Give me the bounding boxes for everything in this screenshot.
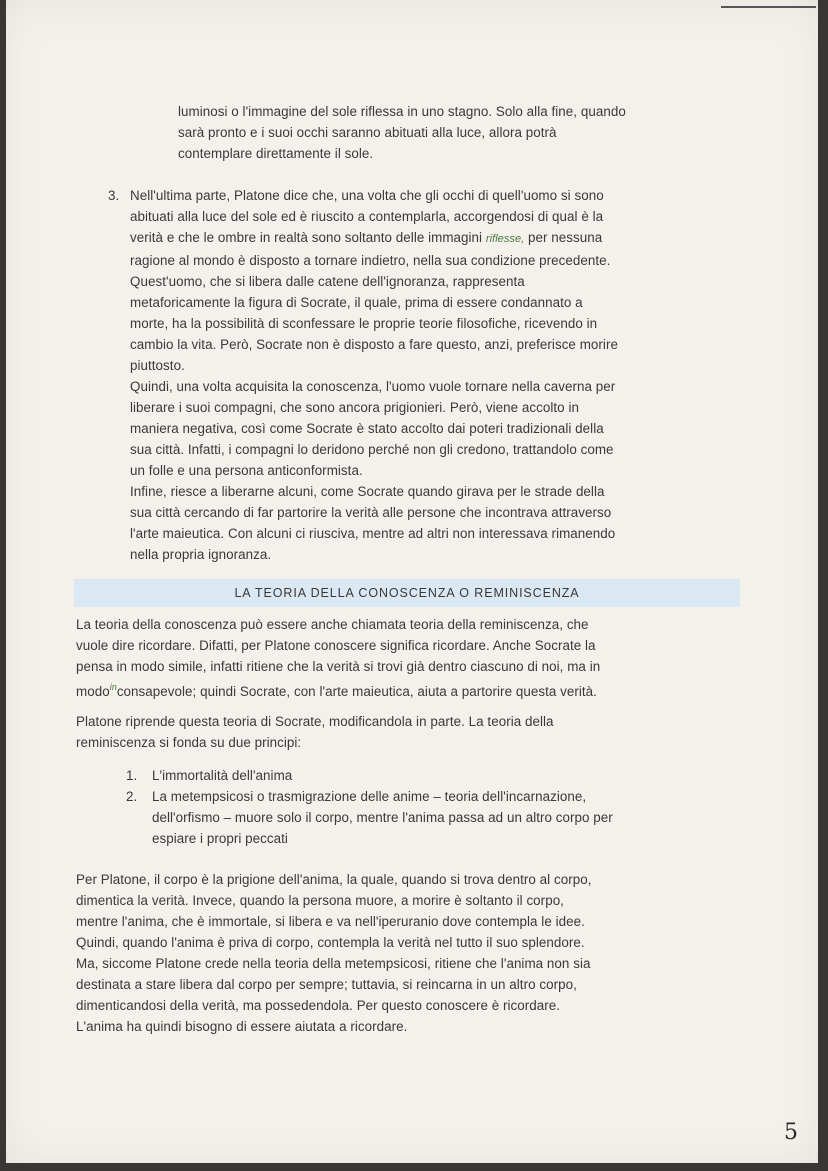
text-line: maniera negativa, così come Socrate è stato accolto dai poteri tradizionali della <box>130 421 604 436</box>
text-line: Quest'uomo, che si libera dalle catene dell'ignoranza, rappresenta <box>130 274 525 289</box>
text-line: reminiscenza si fonda su due principi: <box>76 735 302 750</box>
list-item <box>126 765 752 786</box>
text-line: un folle e una persona anticonformista. <box>130 463 363 478</box>
text-line: L'anima ha quindi bisogno di essere aiutata a ricordare. <box>76 1019 408 1034</box>
text-line: La teoria della conoscenza può essere anche chiamata teoria della reminiscenza, che <box>76 617 589 632</box>
handwritten-annotation: riflesse, <box>485 233 525 245</box>
text-line: L'immortalità dell'anima <box>152 768 293 783</box>
text-line-with-handwriting: verità e che le ombre in realtà sono soltanto delle immagini riflesse, per nessuna <box>130 230 603 245</box>
text-line: dimentica la verità. Invece, quando la persona muore, a morire è soltanto il corpo, <box>76 893 564 908</box>
text-line: morte, ha la possibilità di sconfessare le proprie teorie filosofiche, ricevendo in <box>130 316 598 331</box>
top-edge-line <box>721 6 816 8</box>
list-number: 3. <box>108 188 120 203</box>
section-paragraph-1 <box>76 614 756 702</box>
text-line: Per Platone, il corpo è la prigione dell'anima, la quale, quando si trova dentro al corpo, <box>76 872 592 887</box>
section-heading: LA TEORIA DELLA CONOSCENZA O REMINISCENZA <box>74 579 740 607</box>
page-number: 5 <box>784 1120 798 1145</box>
handwritten-annotation: in <box>109 682 117 692</box>
document-page <box>6 0 818 1163</box>
text-line: Platone riprende questa teoria di Socrate, modificandola in parte. La teoria della <box>76 714 554 729</box>
text-line: l'arte maieutica. Con alcuni ci riusciva, mentre ad altri non interessava rimanendo <box>130 526 616 541</box>
text-line: luminosi o l'immagine del sole riflessa in uno stagno. Solo alla fine, quando <box>178 104 626 119</box>
text-line: destinata a stare libera dal corpo per sempre; tuttavia, si reincarna in un altro corpo, <box>76 977 577 992</box>
text-line: espiare i propri peccati <box>152 831 288 846</box>
text-line: sua città. Infatti, i compagni lo deridono perché non gli credono, trattandolo come <box>130 442 614 457</box>
section-paragraph-3 <box>76 869 756 1037</box>
text-line: sua città cercando di far partorire la verità alle persone che incontrava attraverso <box>130 505 612 520</box>
text-line: sarà pronto e i suoi occhi saranno abituati alla luce, allora potrà <box>178 125 557 140</box>
list-number: 1. <box>126 768 138 783</box>
text-line: Nell'ultima parte, Platone dice che, una volta che gli occhi di quell'uomo si sono <box>130 188 604 203</box>
text-line: dimenticandosi della verità, ma possedendola. Per questo conoscere è ricordare. <box>76 998 561 1013</box>
text-line: piuttosto. <box>130 358 185 373</box>
list-number: 2. <box>126 789 138 804</box>
list-item <box>126 786 752 849</box>
list-item-3 <box>108 185 750 565</box>
text-line: abituati alla luce del sole ed è riuscito a contemplarla, accorgendosi di qual è la <box>130 209 604 224</box>
text-line: cambio la vita. Però, Socrate non è disposto a fare questo, anzi, preferisce morire <box>130 337 618 352</box>
section-paragraph-2 <box>76 711 756 753</box>
text-line: liberare i suoi compagni, che sono ancora prigionieri. Però, viene accolto in <box>130 400 579 415</box>
text-line: Quindi, una volta acquisita la conoscenza, l'uomo vuole tornare nella caverna per <box>130 379 616 394</box>
text-line: La metempsicosi o trasmigrazione delle anime – teoria dell'incarnazione, <box>152 789 587 804</box>
text-line: Infine, riesce a liberarne alcuni, come Socrate quando girava per le strade della <box>130 484 605 499</box>
text-line: dell'orfismo – muore solo il corpo, mentre l'anima passa ad un altro corpo per <box>152 810 613 825</box>
text-line: pensa in modo simile, infatti ritiene che la verità si trovi già dentro ciascuno di noi, ma in <box>76 659 601 674</box>
principles-list <box>126 765 752 849</box>
text-line: ragione al mondo è disposto a tornare indietro, nella sua condizione precedente. <box>130 253 611 268</box>
continuation-paragraph <box>178 101 738 164</box>
text-line: vuole dire ricordare. Difatti, per Platone conoscere significa ricordare. Anche Socrate la <box>76 638 596 653</box>
text-line: Quindi, quando l'anima è priva di corpo, contempla la verità nel tutto il suo splendore. <box>76 935 585 950</box>
text-line: contemplare direttamente il sole. <box>178 146 374 161</box>
text-line-with-handwriting: modo$^{in}$consapevole; quindi Socrate, con l'arte maieutica, aiuta a partorire questa verità. <box>76 682 597 699</box>
text-line: metaforicamente la figura di Socrate, il quale, prima di essere condannato a <box>130 295 583 310</box>
text-line: nella propria ignoranza. <box>130 547 272 562</box>
text-line: Ma, siccome Platone crede nella teoria della metempsicosi, ritiene che l'anima non sia <box>76 956 591 971</box>
text-line: mentre l'anima, che è immortale, si libera e va nell'iperuranio dove contempla le idee. <box>76 914 585 929</box>
